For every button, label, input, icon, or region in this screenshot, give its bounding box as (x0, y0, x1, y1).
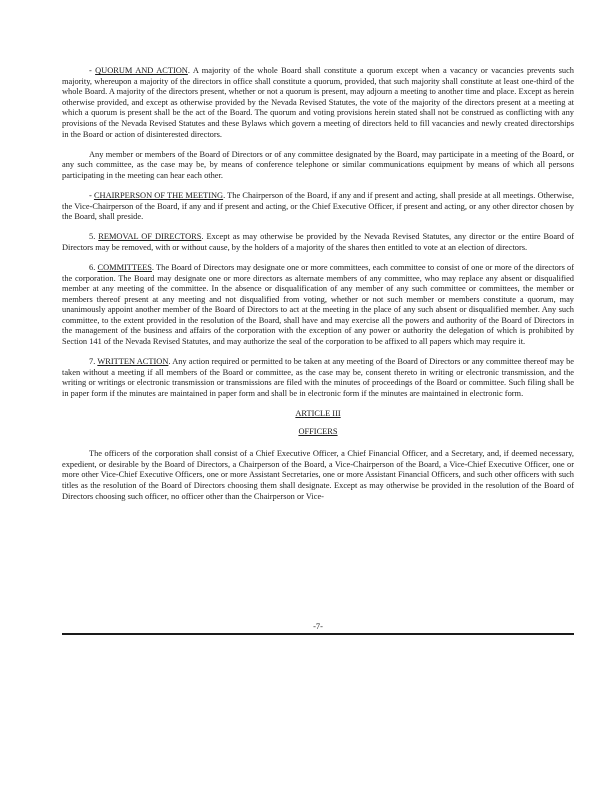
section-heading-written-action: WRITTEN ACTION (97, 357, 169, 367)
document-page (62, 66, 574, 512)
section-heading-removal: REMOVAL OF DIRECTORS (98, 232, 202, 242)
section-heading-chairperson: CHAIRPERSON OF THE MEETING (93, 190, 224, 200)
section-lead: 5. (89, 232, 99, 242)
section-lead: 7. (89, 357, 98, 367)
section-body: . A majority of the whole Board shall constitute a quorum except when a vacancy or vacancies prevents such majority, whereupon a majority of the directors in office shall constitute a quorum, provided, that such majority shall constitute at least one-third of the whole Board. A majority of the directors present, whether or not a quorum is present, may adjourn a meeting to another time and place. Except as herein otherwise provided, and except as otherwise provided by the Nevada Revised Statutes, the vote of the majority of the directors present at a meeting at which a quorum is present shall be the act of the Board. The quorum and voting provisions herein stated shall not be construed as conflicting with any provisions of the Nevada Revised Statutes and these Bylaws which govern a meeting of directors held to fill vacancies and newly created directorships in the Board or action of disinterested directors. (62, 66, 574, 139)
participation-paragraph (62, 150, 574, 182)
section-heading-committees: COMMITTEES (97, 262, 152, 272)
section-body: . Any action required or permitted to be taken at any meeting of the Board of Directors or any committee thereof may be taken without a meeting if all members of the Board or committee, as the case may be, consent thereto in writing or electronic transmission, and the writing or writings or electronic transmission or transmissions are filed with the minutes of proceedings of the Board or committee. Such filing shall be in paper form if the minutes are maintained in paper form and shall be in electronic form if the minutes are maintained in electronic form. (62, 357, 574, 398)
officers-paragraph: The officers of the corporation shall consist of a Chief Executive Officer, a Chief Financial Officer, and a Secretary, and, if deemed necessary, expedient, or desirable by the Board of Directors, a Chairperson of the Board, a Vice-Chairperson of the Board, a Vice-Chief Executive Officer, one or more other Vice-Chief Executive Officers, one or more Assistant Secretaries, one or more Assistant Financial Officers, and such other officers with such titles as the resolution of the Board of Directors choosing them shall designate. Except as may otherwise be provided in the resolution of the Board of Directors choosing such officer, no officer other than the Chairperson or Vice- (62, 449, 574, 501)
section-lead: - (89, 66, 96, 75)
section-body: . The Chairperson of the Board, if any and if present and acting, shall preside at all meetings. Otherwise, the Vice-Chairperson of the Board, if any and if present and acting, or the Chief Executive Officer, if present and acting, or any other director chosen by the Board, shall preside. (62, 190, 574, 222)
section-body: . Except as may otherwise be provided by the Nevada Revised Statutes, any director or the entire Board of Directors may be removed, with or without cause, by the holders of a majority of the shares then entitled to vote at an election of directors. (62, 232, 574, 252)
footer-divider (62, 633, 574, 635)
chairperson-paragraph (62, 191, 574, 223)
quorum-and-action-paragraph (62, 66, 574, 140)
article-title: OFFICERS (298, 426, 338, 436)
section-body: Any member or members of the Board of Directors or of any committee designated by the Board, may participate in a meeting of the Board, or any such committee, as the case may be, by means of conference telephone or similar communications equipment by means of which all persons participating in the meeting can hear each other. (62, 149, 574, 180)
section-heading-quorum: QUORUM AND ACTION (95, 66, 188, 75)
article-number: ARTICLE III (295, 409, 341, 419)
section-body: . The Board of Directors may designate one or more committees, each committee to consist of one or more of the directors of the corporation. The Board may designate one or more directors as alternate members of any committee, who may replace any absent or disqualified member at any meeting of the committee. In the absence or disqualification of any member of any such committee or committees, the member or members thereof present at any meeting and not disqualified from voting, whether or not such member or members constitute a quorum, may unanimously appoint another member of the Board of Directors to act at the meeting in the place of any such absent or disqualified member. Any such committee, to the extent provided in the resolution of the Board, shall have and may exercise all the powers and authority of the Board of Directors in the management of the business and affairs of the corporation with the exception of any power or authority the delegation of which is prohibited by Section 141 of the Nevada Revised Statutes, and may authorize the seal of the corporation to be affixed to all papers which may require it. (62, 262, 575, 347)
section-lead: - (89, 190, 94, 200)
page-number: -7- (313, 622, 323, 631)
written-action-paragraph (62, 357, 574, 399)
removal-of-directors-paragraph (62, 232, 574, 253)
committees-paragraph (62, 263, 574, 348)
section-lead: 6. (89, 262, 98, 272)
